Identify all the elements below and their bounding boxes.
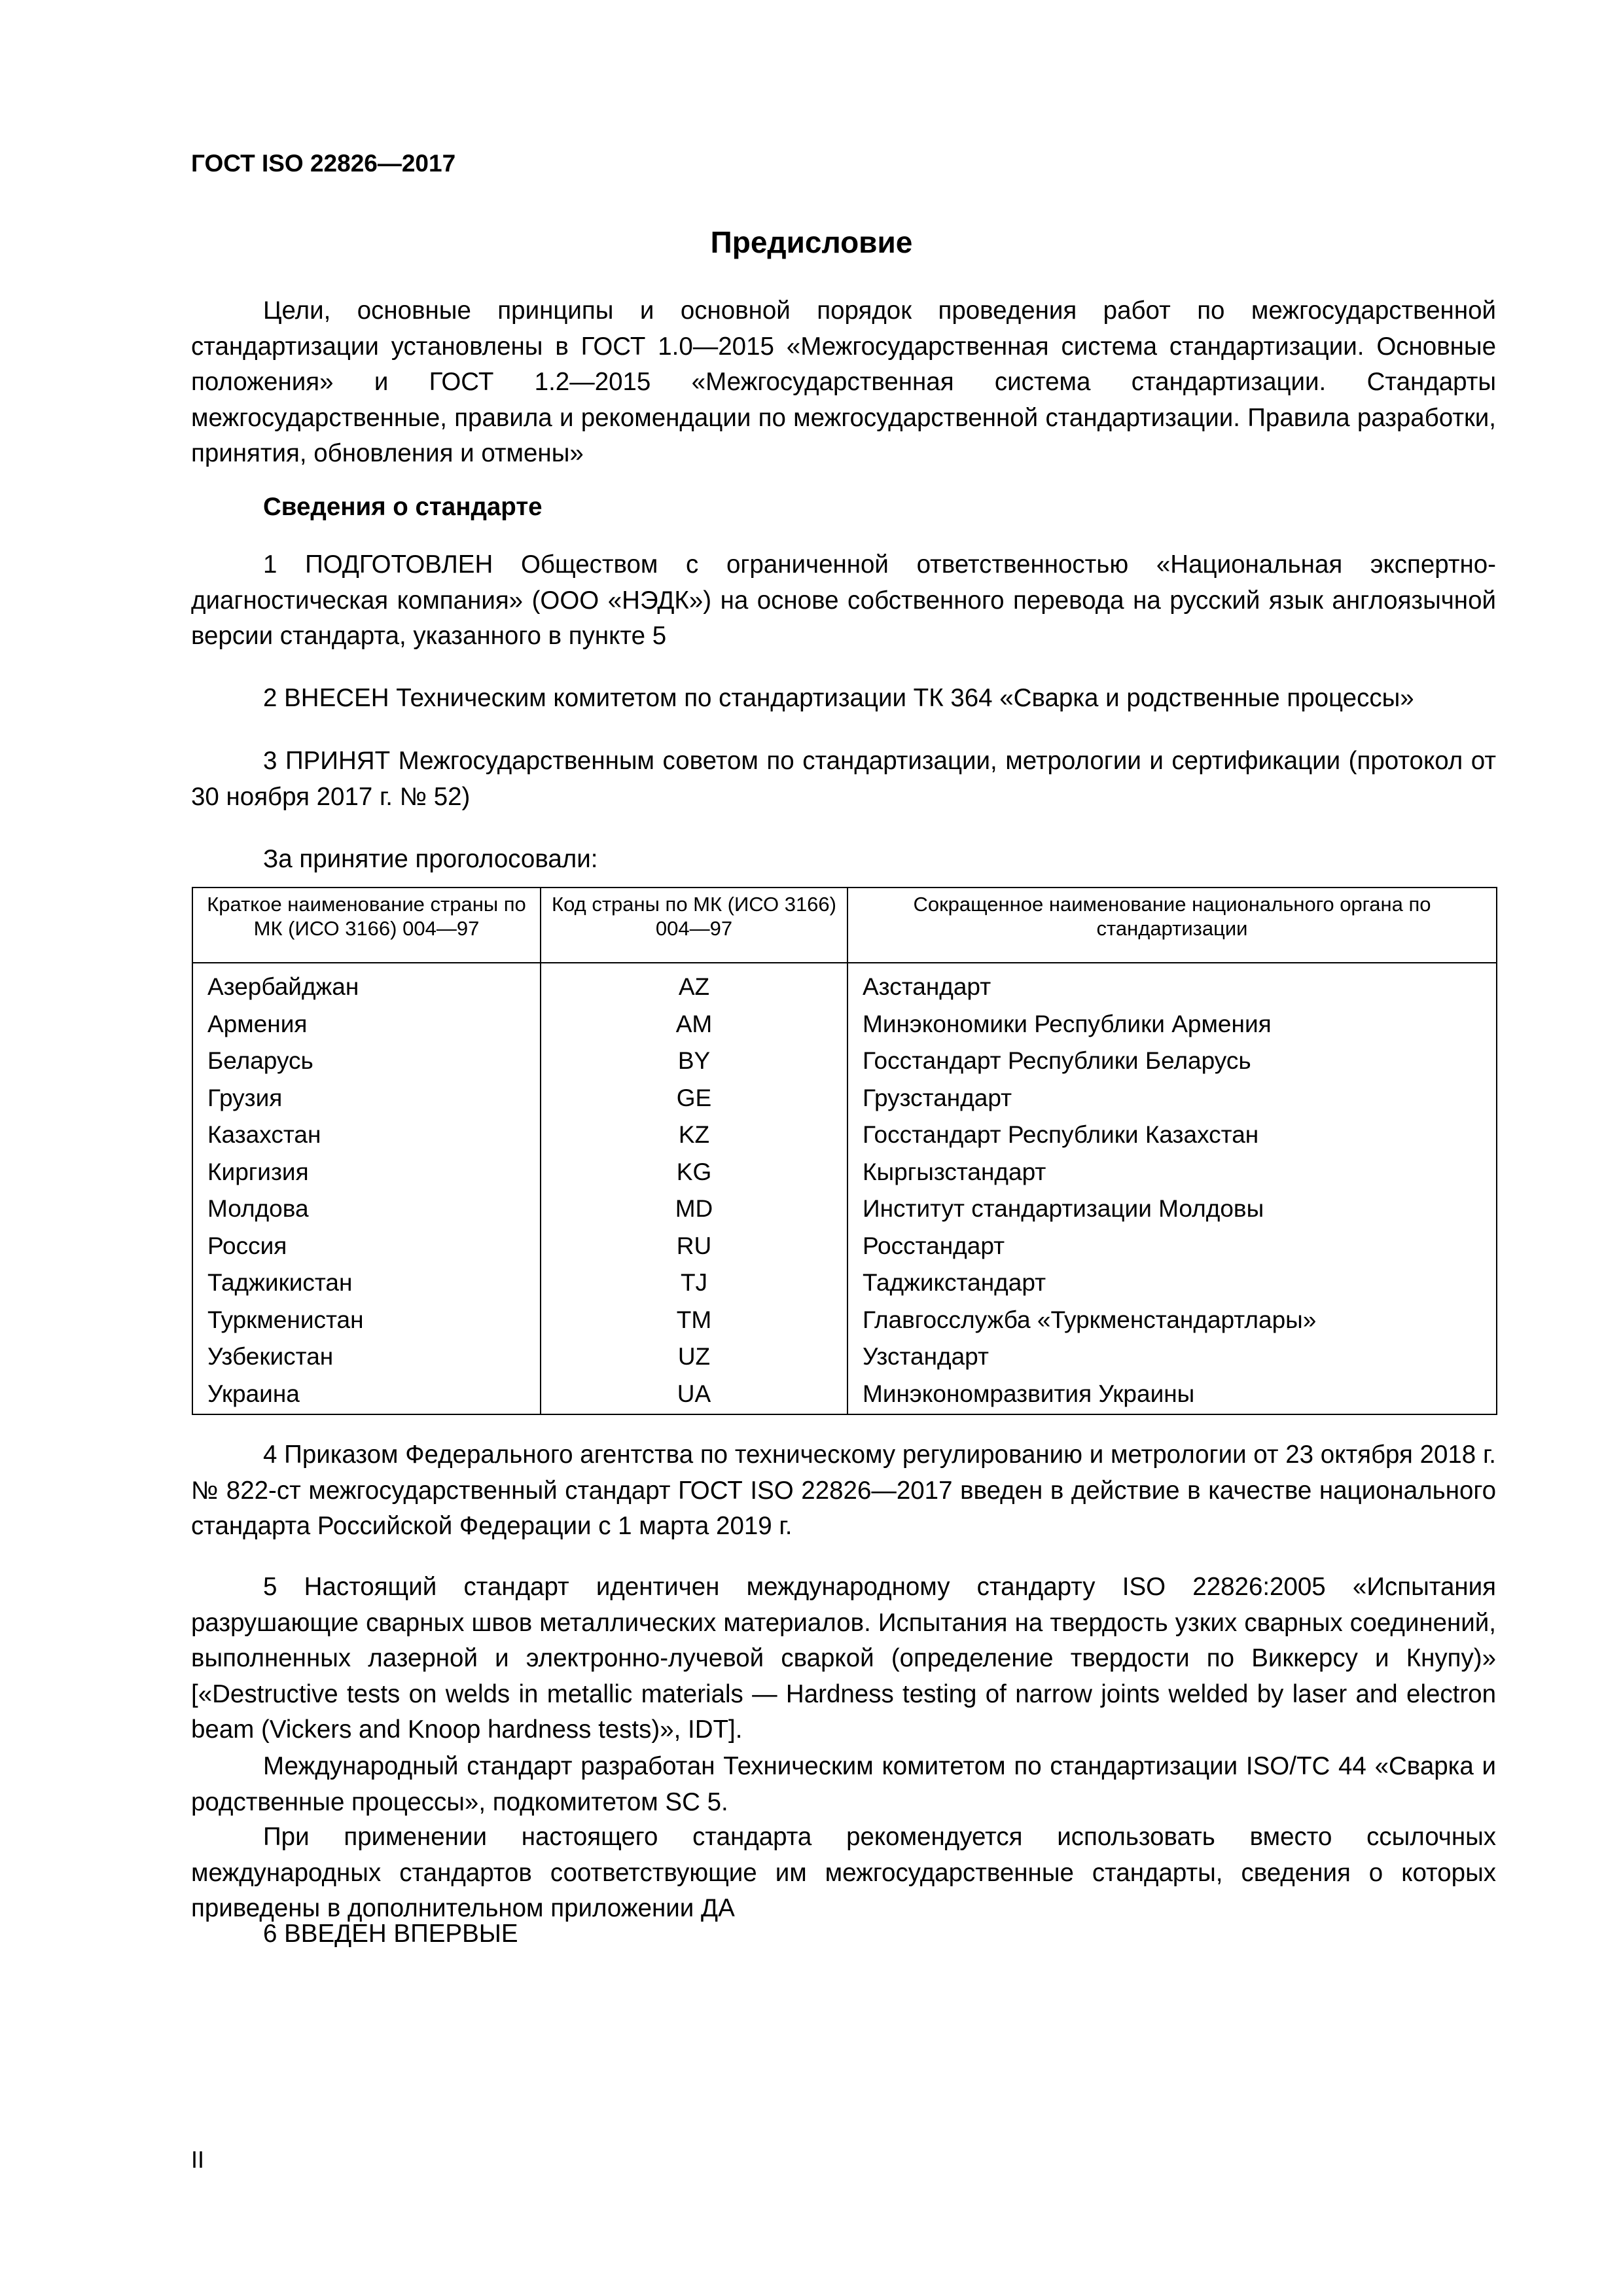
table-row bbox=[192, 1117, 1497, 1154]
item-3-paragraph: 3 ПРИНЯТ Межгосударственным советом по стандартизации, метрологии и сертификации (протокол от 30 ноября 2017 г. № 52) bbox=[191, 747, 1496, 811]
cell-country: Казахстан bbox=[192, 1117, 541, 1154]
table-row bbox=[192, 1338, 1497, 1376]
table-row bbox=[192, 1302, 1497, 1339]
cell-code: UZ bbox=[541, 1338, 847, 1376]
voted-label: За принятие проголосовали: bbox=[263, 845, 598, 873]
header-country-code: Код страны по МК (ИСО 3166) 004—97 bbox=[541, 888, 847, 963]
cell-country: Туркменистан bbox=[192, 1302, 541, 1339]
item-1-paragraph: 1 ПОДГОТОВЛЕН Обществом с ограниченной ответственностью «Национальная экспертно-диагностическая компания» (ООО «НЭДК») на основе собственного перевода на русский язык англоязычной версии стандарта, указанного в пункте 5 bbox=[191, 550, 1496, 650]
header-country-name: Краткое наименование страны по МК (ИСО 3166) 004—97 bbox=[192, 888, 541, 963]
header-standards-body: Сокращенное наименование национального органа по стандартизации bbox=[847, 888, 1497, 963]
cell-code: KZ bbox=[541, 1117, 847, 1154]
table-row bbox=[192, 1376, 1497, 1415]
cell-country: Таджикистан bbox=[192, 1265, 541, 1302]
cell-code: UA bbox=[541, 1376, 847, 1415]
cell-country: Азербайджан bbox=[192, 963, 541, 1006]
cell-body: Госстандарт Республики Казахстан bbox=[847, 1117, 1497, 1154]
cell-code: AZ bbox=[541, 963, 847, 1006]
cell-code: TM bbox=[541, 1302, 847, 1339]
cell-code: RU bbox=[541, 1228, 847, 1265]
item-6-paragraph: 6 ВВЕДЕН ВПЕРВЫЕ bbox=[263, 1920, 518, 1948]
item-5-usage-paragraph: При применении настоящего стандарта рекомендуется использовать вместо ссылочных международных стандартов соответствующие им межгосударственные стандарты, сведения о которых приведены в дополнительном приложении ДА bbox=[191, 1823, 1496, 1922]
standard-code-header: ГОСТ ISO 22826—2017 bbox=[191, 150, 456, 177]
cell-code: GE bbox=[541, 1080, 847, 1117]
table-row bbox=[192, 1154, 1497, 1191]
cell-code: KG bbox=[541, 1154, 847, 1191]
page-number: II bbox=[191, 2146, 205, 2173]
cell-code: MD bbox=[541, 1191, 847, 1228]
table-row bbox=[192, 1265, 1497, 1302]
cell-country: Украина bbox=[192, 1376, 541, 1415]
cell-body: Госстандарт Республики Беларусь bbox=[847, 1043, 1497, 1080]
page-title: Предисловие bbox=[710, 225, 913, 259]
cell-country: Грузия bbox=[192, 1080, 541, 1117]
item-2-paragraph: 2 ВНЕСЕН Техническим комитетом по стандартизации ТК 364 «Сварка и родственные процессы» bbox=[263, 684, 1414, 712]
table-row bbox=[192, 1080, 1497, 1117]
voting-countries-table bbox=[192, 887, 1497, 1415]
item-5-paragraph: 5 Настоящий стандарт идентичен международному стандарту ISO 22826:2005 «Испытания разрушающие сварных швов металлических материалов. Испытания на твердость узких сварных соединений, выполненных лазерной и электронно-лучевой сваркой (определение твердости по Виккерсу и Кнупу)» [«Destructive tests on welds in metallic materials — Hardness testing of narrow joints welded by laser and electron beam (Vickers and Knoop hardness tests)», IDT]. bbox=[191, 1573, 1496, 1744]
cell-code: AM bbox=[541, 1006, 847, 1043]
cell-code: BY bbox=[541, 1043, 847, 1080]
table-header-row bbox=[192, 888, 1497, 963]
cell-body: Азстандарт bbox=[847, 963, 1497, 1006]
item-5-developer-paragraph: Международный стандарт разработан Техническим комитетом по стандартизации ISO/TC 44 «Сварка и родственные процессы», подкомитетом SC 5. bbox=[191, 1752, 1496, 1816]
table-row bbox=[192, 1228, 1497, 1265]
cell-body: Институт стандартизации Молдовы bbox=[847, 1191, 1497, 1228]
cell-body: Грузстандарт bbox=[847, 1080, 1497, 1117]
cell-country: Армения bbox=[192, 1006, 541, 1043]
cell-body: Минэкономики Республики Армения bbox=[847, 1006, 1497, 1043]
cell-body: Росстандарт bbox=[847, 1228, 1497, 1265]
intro-paragraph: Цели, основные принципы и основной порядок проведения работ по межгосударственной стандартизации установлены в ГОСТ 1.0—2015 «Межгосударственная система стандартизации. Основные положения» и ГОСТ 1.2—2015 «Межгосударственная система стандартизации. Стандарты межгосударственные, правила и рекомендации по межгосударственной стандартизации. Правила разработки, принятия, обновления и отмены» bbox=[191, 296, 1496, 467]
table-row bbox=[192, 963, 1497, 1006]
cell-country: Узбекистан bbox=[192, 1338, 541, 1376]
table-row bbox=[192, 1191, 1497, 1228]
standard-info-heading: Сведения о стандарте bbox=[263, 493, 543, 521]
table-row bbox=[192, 1043, 1497, 1080]
cell-body: Узстандарт bbox=[847, 1338, 1497, 1376]
table-row bbox=[192, 1006, 1497, 1043]
cell-body: Таджикстандарт bbox=[847, 1265, 1497, 1302]
cell-country: Россия bbox=[192, 1228, 541, 1265]
cell-body: Главгосслужба «Туркменстандартлары» bbox=[847, 1302, 1497, 1339]
cell-body: Кыргызстандарт bbox=[847, 1154, 1497, 1191]
cell-code: TJ bbox=[541, 1265, 847, 1302]
cell-body: Минэкономразвития Украины bbox=[847, 1376, 1497, 1415]
cell-country: Киргизия bbox=[192, 1154, 541, 1191]
item-4-paragraph: 4 Приказом Федерального агентства по техническому регулированию и метрологии от 23 октября 2018 г. № 822-ст межгосударственный стандарт ГОСТ ISO 22826—2017 введен в действие в качестве национального стандарта Российской Федерации с 1 марта 2019 г. bbox=[191, 1441, 1496, 1540]
cell-country: Молдова bbox=[192, 1191, 541, 1228]
cell-country: Беларусь bbox=[192, 1043, 541, 1080]
